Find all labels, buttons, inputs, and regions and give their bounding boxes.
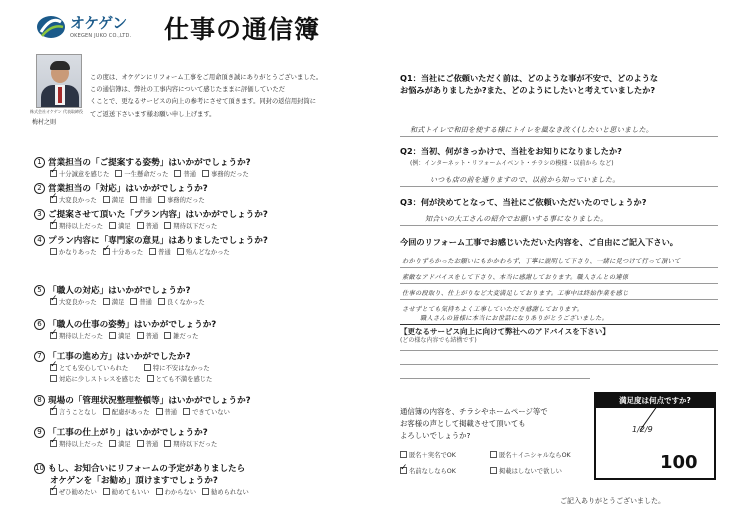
- q1-text: [400, 72, 658, 96]
- checkbox[interactable]: [50, 408, 57, 415]
- option-label: できていない: [192, 409, 230, 416]
- option-4[interactable]: [164, 439, 217, 448]
- option-label: ぜひ勧めたい: [59, 489, 97, 496]
- checkbox[interactable]: [183, 408, 190, 415]
- checkbox[interactable]: [130, 196, 137, 203]
- answer-line: [400, 267, 718, 268]
- option-2[interactable]: [103, 297, 125, 306]
- option-label: 勧めてもいい: [111, 489, 150, 496]
- satisfaction-pen-mark: 1/2/9: [632, 425, 653, 434]
- option-label: 満足: [118, 333, 131, 340]
- checkbox[interactable]: [50, 375, 57, 382]
- checkbox[interactable]: [50, 298, 57, 305]
- publish-option-4[interactable]: [490, 466, 562, 475]
- question-number: 1: [34, 157, 45, 168]
- option-label: 普通: [139, 197, 152, 204]
- checkbox[interactable]: [50, 248, 57, 255]
- intro-line: てご返送下さいます様お願い申し上げます。: [90, 110, 216, 118]
- logo-text: オケゲン: [70, 14, 127, 32]
- option-2[interactable]: [144, 363, 232, 372]
- question-text: ご提案させて頂いた「プラン内容」はいかがでしょうか?: [48, 210, 268, 220]
- checkbox[interactable]: [130, 298, 137, 305]
- page-title: 仕事の通信簿: [164, 15, 321, 44]
- checkbox[interactable]: [490, 467, 497, 474]
- satisfaction-label: 満足度は何点ですか?: [596, 394, 714, 408]
- option-1[interactable]: [50, 169, 109, 178]
- question-text: プラン内容に「専門家の意見」はありましたでしょうか?: [48, 236, 268, 246]
- option-row: [50, 439, 223, 448]
- option-label: 大変良かった: [59, 299, 97, 306]
- checkbox[interactable]: [137, 440, 144, 447]
- option-1[interactable]: [50, 221, 103, 230]
- answer-line: [400, 299, 718, 300]
- option-label: 満足: [111, 299, 125, 306]
- option-row: [50, 247, 236, 256]
- checkbox[interactable]: [490, 451, 497, 458]
- publish-line: よろしいでしょうか?: [400, 431, 471, 440]
- option-label: 大変良かった: [59, 197, 97, 204]
- question-number: 3: [34, 209, 45, 220]
- question-text: 「職人の仕事の姿勢」はいかがでしょうか?: [48, 320, 217, 330]
- option-label: わからない: [164, 489, 197, 496]
- answer-line: [400, 283, 718, 284]
- question-number: 9: [34, 427, 45, 438]
- q4-answer-line: 職人さんの皆様に本当にお世話になりありがとうございました。: [420, 315, 609, 322]
- option-label: 期待以上だった: [59, 441, 104, 448]
- checkbox[interactable]: [109, 440, 116, 447]
- question-text: 現場の「管理状況整理整頓等」はいかがでしょうか?: [48, 396, 251, 406]
- okegen-logo-icon: [36, 14, 66, 40]
- option-3[interactable]: [130, 195, 152, 204]
- checkbox[interactable]: [177, 248, 184, 255]
- option-label: 普通: [139, 299, 152, 306]
- publish-question: [400, 406, 548, 442]
- advice-example: (どの様な内容でも結構です): [400, 337, 477, 344]
- q4-answer-line: 仕事の段取り、仕上がりなど大変満足しております。工事中は終始作業を感じ: [402, 290, 629, 297]
- question-6-heading: [34, 318, 216, 330]
- checkbox[interactable]: [103, 196, 110, 203]
- option-label: 一生懸命だった: [124, 171, 169, 178]
- question-number: 2: [34, 183, 45, 194]
- option-label: 勧められない: [211, 489, 249, 496]
- option-label: 名前なしならOK: [409, 468, 456, 475]
- answer-line: [400, 186, 718, 187]
- q2-example: (例：インターネット・リフォームイベント・チラシの模様・以前から など): [410, 160, 614, 167]
- option-4[interactable]: [164, 331, 198, 340]
- publish-line: お客様の声として掲載させて頂いても: [400, 419, 526, 428]
- question-text: 「工事の仕上がり」はいかがでしょうか?: [48, 428, 208, 438]
- answer-line: [400, 225, 718, 226]
- checkbox[interactable]: [149, 248, 156, 255]
- checkbox[interactable]: [50, 488, 57, 495]
- option-label: 匿名＋実名でOK: [409, 452, 456, 459]
- option-4[interactable]: [164, 221, 217, 230]
- option-2[interactable]: [109, 221, 131, 230]
- option-2[interactable]: [103, 247, 143, 256]
- answer-line: [400, 350, 718, 351]
- option-2[interactable]: [109, 439, 131, 448]
- question-number: 8: [34, 395, 45, 406]
- checkbox[interactable]: [202, 170, 209, 177]
- option-label: 十分誠意を感じた: [59, 171, 110, 178]
- checkbox[interactable]: [137, 332, 144, 339]
- checkbox[interactable]: [50, 440, 57, 447]
- q3-answer: 知合いの大工さんの紹介でお願いする事になりました。: [425, 215, 608, 223]
- checkbox[interactable]: [156, 488, 163, 495]
- publish-option-2[interactable]: [490, 450, 571, 459]
- option-label: 特に不安はなかった: [153, 365, 210, 372]
- checkbox[interactable]: [50, 222, 57, 229]
- option-row: [50, 487, 255, 496]
- intro-text: [90, 72, 360, 121]
- option-label: かなりあった: [59, 249, 97, 256]
- question-number: 7: [34, 351, 45, 362]
- option-1[interactable]: [50, 439, 103, 448]
- option-label: 満足: [111, 197, 125, 204]
- option-3[interactable]: [130, 297, 152, 306]
- option-label: とても安心していられた: [59, 365, 129, 372]
- option-label: 雑だった: [173, 333, 199, 340]
- president-name: 梅村之則: [32, 119, 57, 126]
- president-photo: [36, 54, 82, 108]
- question-text: もし、お知合いにリフォームの予定がありましたら: [48, 464, 246, 474]
- option-label: 普通: [164, 409, 178, 416]
- option-label: 言うことなし: [59, 409, 97, 416]
- q2-text: Q2：当初、何がきっかけで、当社をお知りになりましたか?: [400, 146, 622, 156]
- checkbox[interactable]: [50, 196, 57, 203]
- q2-answer: いつも店の前を通りますので、以前から知っていました。: [430, 176, 620, 184]
- question-text: 営業担当の「対応」はいかがでしょうか?: [48, 184, 208, 194]
- checkbox[interactable]: [156, 408, 163, 415]
- question-text: 営業担当の「ご提案する姿勢」はいかがでしょうか?: [48, 158, 251, 168]
- option-row: [50, 195, 211, 204]
- checkbox[interactable]: [147, 375, 154, 382]
- question-3-heading: [34, 208, 268, 220]
- question-number: 6: [34, 319, 45, 330]
- option-label: 事務的だった: [166, 197, 205, 204]
- option-4[interactable]: [158, 195, 205, 204]
- option-label: 配慮があった: [111, 409, 150, 416]
- option-4[interactable]: [202, 487, 249, 496]
- option-label: とても不満を感じた: [155, 376, 213, 383]
- option-2[interactable]: [115, 169, 168, 178]
- answer-line: [400, 136, 718, 137]
- option-label: 満足: [118, 223, 131, 230]
- option-1[interactable]: [50, 407, 97, 416]
- option-label: 普通: [183, 171, 197, 178]
- option-row: [50, 297, 211, 306]
- option-4[interactable]: [183, 407, 230, 416]
- q4-text: 今回のリフォーム工事でお感じいただいた内容を、ご自由にご記入下さい。: [400, 237, 678, 247]
- advice-heading: 【更なるサービス向上に向けて弊社へのアドバイスを下さい】: [400, 324, 720, 337]
- option-label: 匿名＋イニシャルならOK: [499, 452, 571, 459]
- option-label: 満足: [118, 441, 131, 448]
- q3-text: Q3：何が決めてとなって、当社にご依頼いただいたのでしょうか?: [400, 197, 647, 207]
- question-10-heading: [34, 462, 245, 474]
- option-label: 普通: [145, 333, 159, 340]
- option-label: 事務的だった: [211, 171, 249, 178]
- option-2[interactable]: [103, 487, 150, 496]
- checkbox[interactable]: [109, 222, 116, 229]
- option-3[interactable]: [137, 331, 159, 340]
- intro-line: この通信簿は、弊社の工事内容について感じたままに評価していただ: [90, 86, 286, 94]
- logo-subtitle: OKEGEN JUKO CO.,LTD.: [70, 33, 132, 39]
- checkbox[interactable]: [103, 248, 110, 255]
- intro-line: くことで、更なるサービスの向上の参考にさせて頂きます。同封の返信用封筒に: [90, 98, 317, 106]
- publish-option-3[interactable]: [400, 466, 456, 475]
- publish-line: 通信簿の内容を、チラシやホームページ等で: [400, 407, 548, 416]
- option-label: 十分あった: [111, 249, 144, 256]
- checkbox[interactable]: [50, 332, 57, 339]
- checkbox[interactable]: [103, 488, 110, 495]
- checkbox[interactable]: [158, 298, 165, 305]
- checkbox[interactable]: [174, 170, 181, 177]
- checkbox[interactable]: [50, 364, 57, 371]
- president-title: 株式会社オケゲン 代表取締役: [30, 109, 83, 114]
- checkbox[interactable]: [202, 488, 209, 495]
- question-text: 「工事の進め方」はいかがでしたか?: [48, 352, 191, 362]
- option-label: 普通: [158, 249, 171, 256]
- q1-line: Q1：当社にご依頼いただく前は、どのような事が不安で、どのような: [400, 73, 659, 83]
- option-1[interactable]: [50, 247, 97, 256]
- checkbox[interactable]: [103, 408, 110, 415]
- option-3[interactable]: [156, 487, 196, 496]
- option-1[interactable]: [50, 487, 97, 496]
- option-1[interactable]: [50, 195, 97, 204]
- option-1[interactable]: [50, 363, 138, 372]
- option-row: [50, 331, 204, 340]
- checkbox[interactable]: [164, 440, 171, 447]
- checkbox[interactable]: [158, 196, 165, 203]
- option-label: 殆んどなかった: [185, 249, 230, 256]
- question-4-heading: [34, 234, 268, 246]
- checkbox[interactable]: [137, 222, 144, 229]
- option-2[interactable]: [103, 195, 125, 204]
- option-label: 良くなかった: [166, 299, 205, 306]
- question-number: 5: [34, 285, 45, 296]
- option-3[interactable]: [137, 439, 159, 448]
- q1-line: お悩みがありましたか?また、どのようにしたいと考えていましたか?: [400, 85, 656, 95]
- option-label: 普通: [145, 441, 159, 448]
- question-number: 4: [34, 235, 45, 246]
- question-number: 10: [35, 464, 44, 472]
- checkbox[interactable]: [103, 298, 110, 305]
- checkbox[interactable]: [50, 170, 57, 177]
- question-1-heading: [34, 156, 251, 168]
- intro-line: この度は、オケゲンにリフォーム工事をご用命頂き誠にありがとうございました。: [90, 74, 323, 81]
- option-row: [50, 407, 236, 416]
- option-row: [50, 363, 238, 372]
- option-3[interactable]: [149, 247, 171, 256]
- option-label: 期待以上だった: [59, 333, 104, 340]
- option-3[interactable]: [156, 407, 178, 416]
- option-3[interactable]: [174, 169, 196, 178]
- question-text-line2: オケゲンを「お勧め」頂けますでしょうか?: [50, 476, 218, 486]
- option-row: [50, 169, 255, 178]
- q1-answer: 和式トイレで和田を使する様にトイレを風なき改く(したいと思いました。: [410, 126, 654, 134]
- option-4[interactable]: [158, 297, 205, 306]
- question-2-heading: [34, 182, 208, 194]
- option-3[interactable]: [50, 374, 141, 383]
- checkbox[interactable]: [400, 451, 407, 458]
- option-label: 期待以上だった: [59, 223, 104, 230]
- option-4[interactable]: [147, 374, 235, 383]
- publish-option-1[interactable]: [400, 450, 456, 459]
- option-label: 期待以下だった: [173, 441, 218, 448]
- option-label: 普通: [145, 223, 159, 230]
- q4-answer-line: わかりずらかったお願いにもかかわらず、丁寧に説明して下さり、一緒に見つけて行って頂いて: [402, 258, 681, 265]
- question-9-heading: [34, 426, 208, 438]
- option-row: [50, 221, 223, 230]
- option-label: 掲載はしないで欲しい: [499, 468, 562, 475]
- option-2[interactable]: [109, 331, 131, 340]
- checkbox[interactable]: [144, 364, 151, 371]
- checkbox[interactable]: [164, 332, 171, 339]
- option-4[interactable]: [202, 169, 249, 178]
- option-label: 対応に少しストレスを感じた: [59, 376, 141, 383]
- option-row: [50, 374, 241, 383]
- checkbox[interactable]: [400, 467, 407, 474]
- answer-line: [400, 364, 718, 365]
- satisfaction-score: 100: [660, 452, 698, 473]
- q4-answer-line: させずとても気持ちよく工事していただき感謝しております。: [402, 306, 584, 313]
- answer-line: [400, 378, 590, 379]
- option-1[interactable]: [50, 297, 97, 306]
- option-1[interactable]: [50, 331, 103, 340]
- question-8-heading: [34, 394, 251, 406]
- checkbox[interactable]: [164, 222, 171, 229]
- option-label: 期待以下だった: [173, 223, 218, 230]
- thanks-text: ご記入ありがとうございました。: [560, 497, 665, 505]
- option-3[interactable]: [137, 221, 159, 230]
- q4-answer-line: 素敵なアドバイスをして下さり、本当に感謝しております。職人さんとの連係: [402, 274, 629, 281]
- option-4[interactable]: [177, 247, 230, 256]
- option-2[interactable]: [103, 407, 150, 416]
- question-text: 「職人の対応」はいかがでしょうか?: [48, 286, 191, 296]
- checkbox[interactable]: [115, 170, 122, 177]
- checkbox[interactable]: [109, 332, 116, 339]
